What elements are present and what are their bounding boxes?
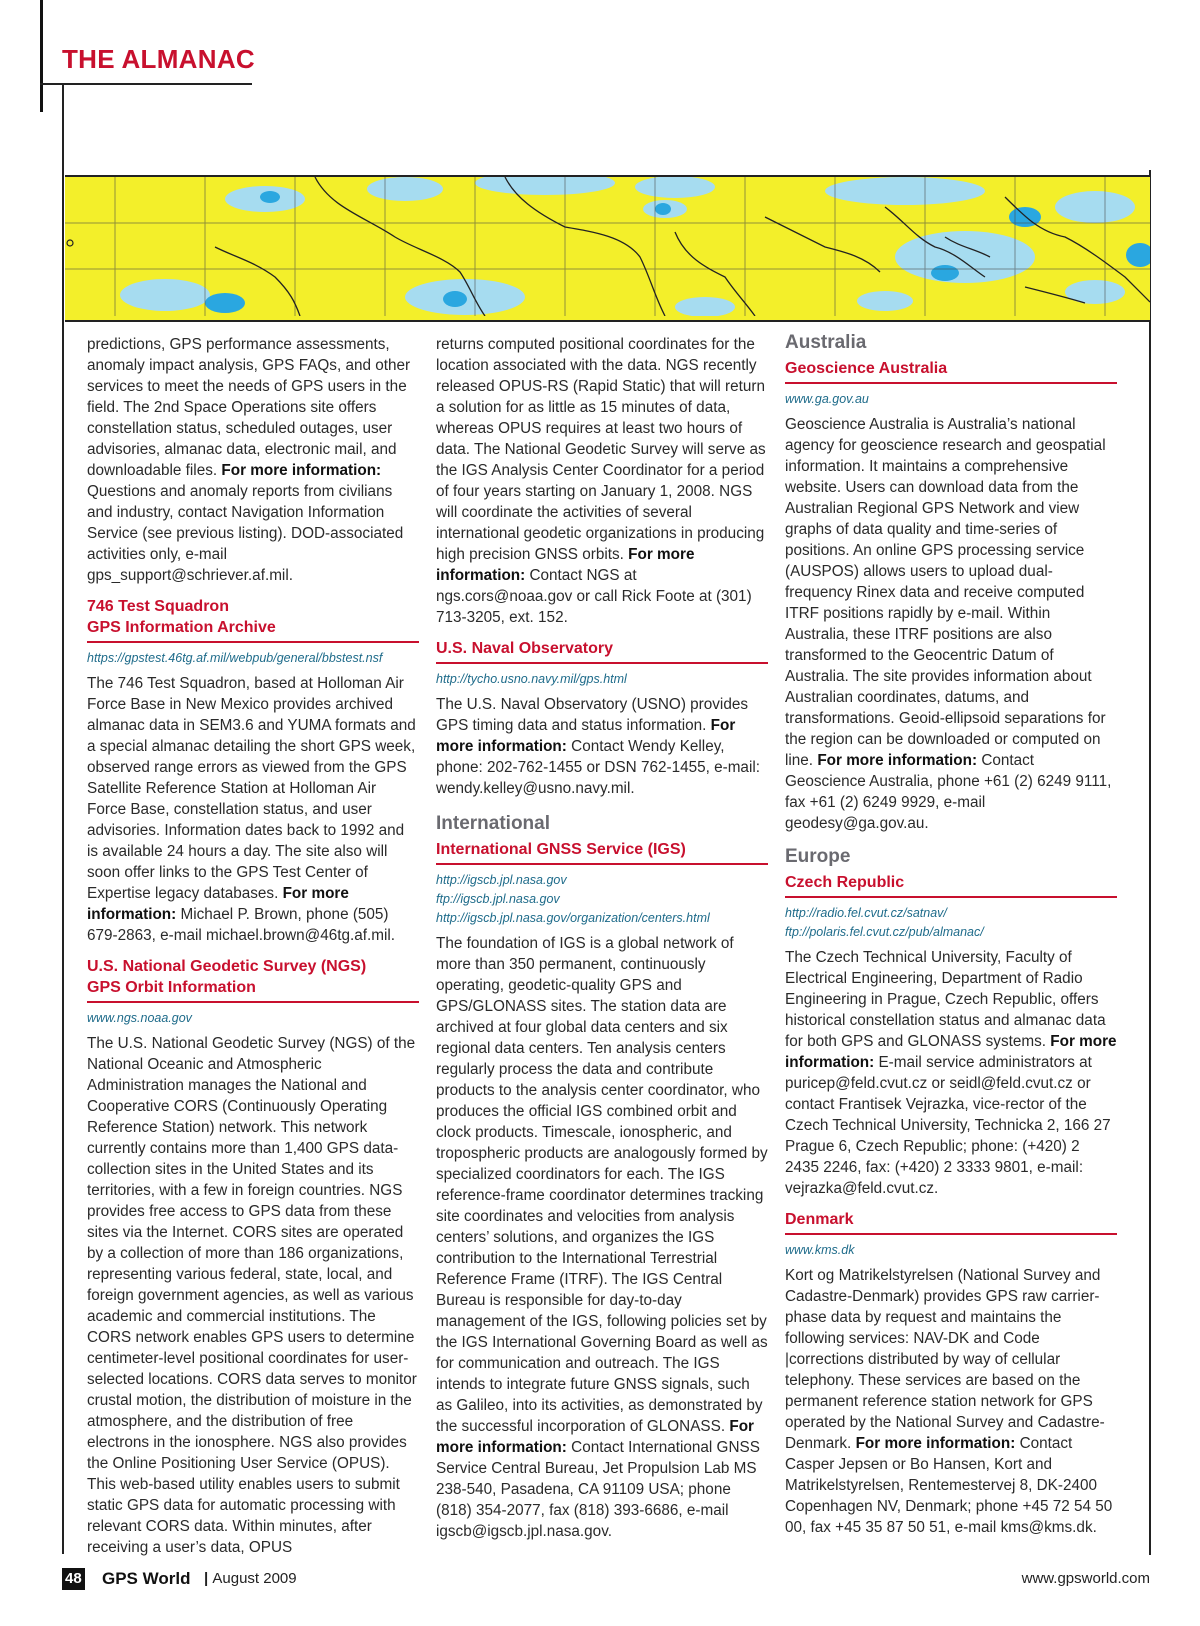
org-heading-igs: International GNSS Service (IGS)	[436, 839, 768, 865]
section-title: THE ALMANAC	[62, 44, 255, 74]
page-footer	[62, 1568, 1150, 1592]
org-heading-746-test-squadron: 746 Test Squadron GPS Information Archive	[87, 596, 419, 643]
paragraph: The Czech Technical University, Faculty of Electrical Engineering, Department of Radio Engineering in Prague, Czech Republic, offers historical constellation status and almanac data for both GPS and GLONASS systems. For more information: E-mail service administrators at puricep@feld.cvut.cz or seidl@feld.cvut.cz or contact Frantisek Vejrazka, vice-rector of the Czech Technical University, Technicka 2, 166 27 Prague 6, Czech Republic; phone: (+420) 2 2435 2246, fax: (+420) 2 3333 9801, e-mail: vejrazka@feld.cvut.cz.	[785, 949, 1117, 1197]
paragraph: Kort og Matrikelstyrelsen (National Survey and Cadastre-Denmark) provides GPS raw carrier-phase data by request and maintains the following services: NAV-DK and Code |corrections distributed by way of cellular telephony. These services are based on the permanent reference station network for GPS operated by the National Survey and Cadastre-Denmark. For more information: Contact Casper Jepsen or Bo Hansen, Kort and Matrikelstyrelsen, Rentemestervej 8, DK-2400 Copenhagen NV, Denmark; phone +45 72 54 50 00, fax +45 35 87 50 51, e-mail kms@kms.dk.	[785, 1267, 1113, 1536]
paragraph: The foundation of IGS is a global network of more than 350 permanent, continuously operating, geodetic-quality GPS and GPS/GLONASS sites. The station data are archived at four global data centers and six regional data centers. Ten analysis centers regularly process the data and contribute products to the analysis center coordinator, who produces the official IGS combined orbit and clock products. Timescale, ionospheric, and tropospheric products are analogously formed by specialized coordinators for each. The IGS reference-frame coordinator determines tracking site coordinates and velocities from analysis centers’ solutions, and organizes the IGS contribution to the International Terrestrial Reference Frame (ITRF). The IGS Central Bureau is responsible for day-to-day management of the IGS, following policies set by the IGS International Governing Board as well as for communication and outreach. The IGS intends to integrate future GNSS signals, such as Galileo, into its activities, as demonstrated by the successful incorporation of GLONASS. For more information: Contact International GNSS Service Central Bureau, Jet Propulsion Lab MS 238-540, Pasadena, CA 91109 USA; phone (818) 354-2077, fax (818) 393-6686, e-mail igscb@igscb.jpl.nasa.gov.	[436, 935, 768, 1540]
paragraph: Geoscience Australia is Australia’s national agency for geoscience research and geospatial information. It maintains a comprehensive website. Users can download data from the Australian Regional GPS Network and view graphs of data quality and time-series of positions. An online GPS processing service (AUSPOS) allows users to upload dual-frequency Rinex data and receive computed ITRF positions rapidly by e-mail. Within Australia, these ITRF positions are also transformed to the Geocentric Datum of Australia. The site provides information about Australian coordinates, datums, and transformations. Geoid-ellipsoid separations for the region can be downloaded or computed on line. For more information: Contact Geoscience Australia, phone +61 (2) 6249 9111, fax +61 (2) 6249 9929, e-mail geodesy@ga.gov.au.	[785, 416, 1112, 832]
org-url[interactable]: ftp://igscb.jpl.nasa.gov	[436, 892, 560, 906]
org-heading-ngs: U.S. National Geodetic Survey (NGS) GPS Orbit Information	[87, 956, 419, 1003]
region-heading-europe: Europe	[785, 846, 851, 867]
org-url[interactable]: http://tycho.usno.navy.mil/gps.html	[436, 672, 627, 686]
org-heading-geoscience-australia: Geoscience Australia	[785, 358, 1117, 384]
page-number: 48	[62, 1568, 85, 1590]
paragraph: predictions, GPS performance assessments, anomaly impact analysis, GPS FAQs, and other services to meet the needs of GPS users in the field. The 2nd Space Operations site offers constellation status, scheduled outages, user advisories, almanac data, electronic mail, and downloadable files. For more information: Questions and anomaly reports from civilians and industry, contact Navigation Information Service (see previous listing). DOD-associated activities only, e-mail gps_support@schriever.af.mil.	[87, 336, 411, 584]
org-heading-usno: U.S. Naval Observatory	[436, 638, 768, 664]
issue-date: | August 2009	[204, 1570, 297, 1587]
region-heading-international: International	[436, 813, 551, 834]
left-rule	[62, 84, 64, 1554]
map-graphic	[65, 177, 1150, 316]
org-url[interactable]: www.ngs.noaa.gov	[87, 1011, 192, 1025]
right-rule	[1149, 170, 1151, 1555]
magazine-name: GPS World	[102, 1569, 191, 1588]
org-url[interactable]: ftp://polaris.fel.cvut.cz/pub/almanac/	[785, 925, 984, 939]
org-url[interactable]: www.kms.dk	[785, 1243, 855, 1257]
website-link[interactable]: www.gpsworld.com	[1021, 1570, 1150, 1587]
region-heading-australia: Australia	[785, 332, 867, 353]
column-1	[87, 334, 419, 1558]
column-3	[785, 332, 1117, 1538]
org-heading-czech-republic: Czech Republic	[785, 872, 1117, 898]
paragraph: The U.S. Naval Observatory (USNO) provides GPS timing data and status information. For more information: Contact Wendy Kelley, phone: 202-762-1455 or DSN 762-1455, e-mail: wendy.kelley@usno.navy.mil.	[436, 696, 760, 797]
org-url[interactable]: http://igscb.jpl.nasa.gov/organization/centers.html	[436, 911, 710, 925]
column-2	[436, 334, 768, 1542]
org-heading-denmark: Denmark	[785, 1209, 1117, 1235]
org-url[interactable]: http://radio.fel.cvut.cz/satnav/	[785, 906, 947, 920]
paragraph: returns computed positional coordinates for the location associated with the data. NGS recently released OPUS-RS (Rapid Static) that will return a solution for as little as 15 minutes of data, whereas OPUS requires at least two hours of data. The National Geodetic Survey will serve as the IGS Analysis Center Coordinator for a period of four years starting on January 1, 2008. NGS will coordinate the activities of several international geodetic organizations in producing high precision GNSS orbits. For more information: Contact NGS at ngs.cors@noaa.gov or call Rick Foote at (301) 713-3205, ext. 152.	[436, 336, 766, 626]
paragraph: The 746 Test Squadron, based at Holloman Air Force Base in New Mexico provides archived almanac data in SEM3.6 and YUMA formats and a special almanac detailing the short GPS week, observed range errors as viewed from the GPS Satellite Reference Station at Holloman Air Force Base, constellation status, and user advisories. Information dates back to 1992 and is available 24 hours a day. The site also will soon offer links to the GPS Test Center of Expertise legacy databases. For more information: Michael P. Brown, phone (505) 679-2863, e-mail michael.brown@46tg.af.mil.	[87, 675, 416, 944]
paragraph: The U.S. National Geodetic Survey (NGS) of the National Oceanic and Atmospheric Administration manages the National and Cooperative CORS (Continuously Operating Reference Station) network. This network currently contains more than 1,400 GPS data-collection sites in the United States and its territories, with a few in foreign countries. NGS provides free access to GPS data from these sites via the Internet. CORS sites are operated by a collection of more than 186 organizations, representing various federal, state, local, and foreign government agencies, as well as various academic and commercial institutions. The CORS network enables GPS users to determine centimeter-level positional coordinates for user-selected locations. CORS data serves to monitor crustal motion, the distribution of moisture in the atmosphere, and the distribution of free electrons in the ionosphere. NGS also provides the Online Positioning User Service (OPUS). This web-based utility enables users to submit static GPS data for automatic processing with relevant CORS data. Within minutes, after receiving a user’s data, OPUS	[87, 1035, 417, 1556]
org-url[interactable]: https://gpstest.46tg.af.mil/webpub/general/bbstest.nsf	[87, 651, 383, 665]
title-rule	[40, 83, 252, 85]
top-corner-bar	[40, 0, 43, 112]
world-map-figure	[65, 175, 1150, 322]
org-url[interactable]: http://igscb.jpl.nasa.gov	[436, 873, 567, 887]
org-url[interactable]: www.ga.gov.au	[785, 392, 869, 406]
